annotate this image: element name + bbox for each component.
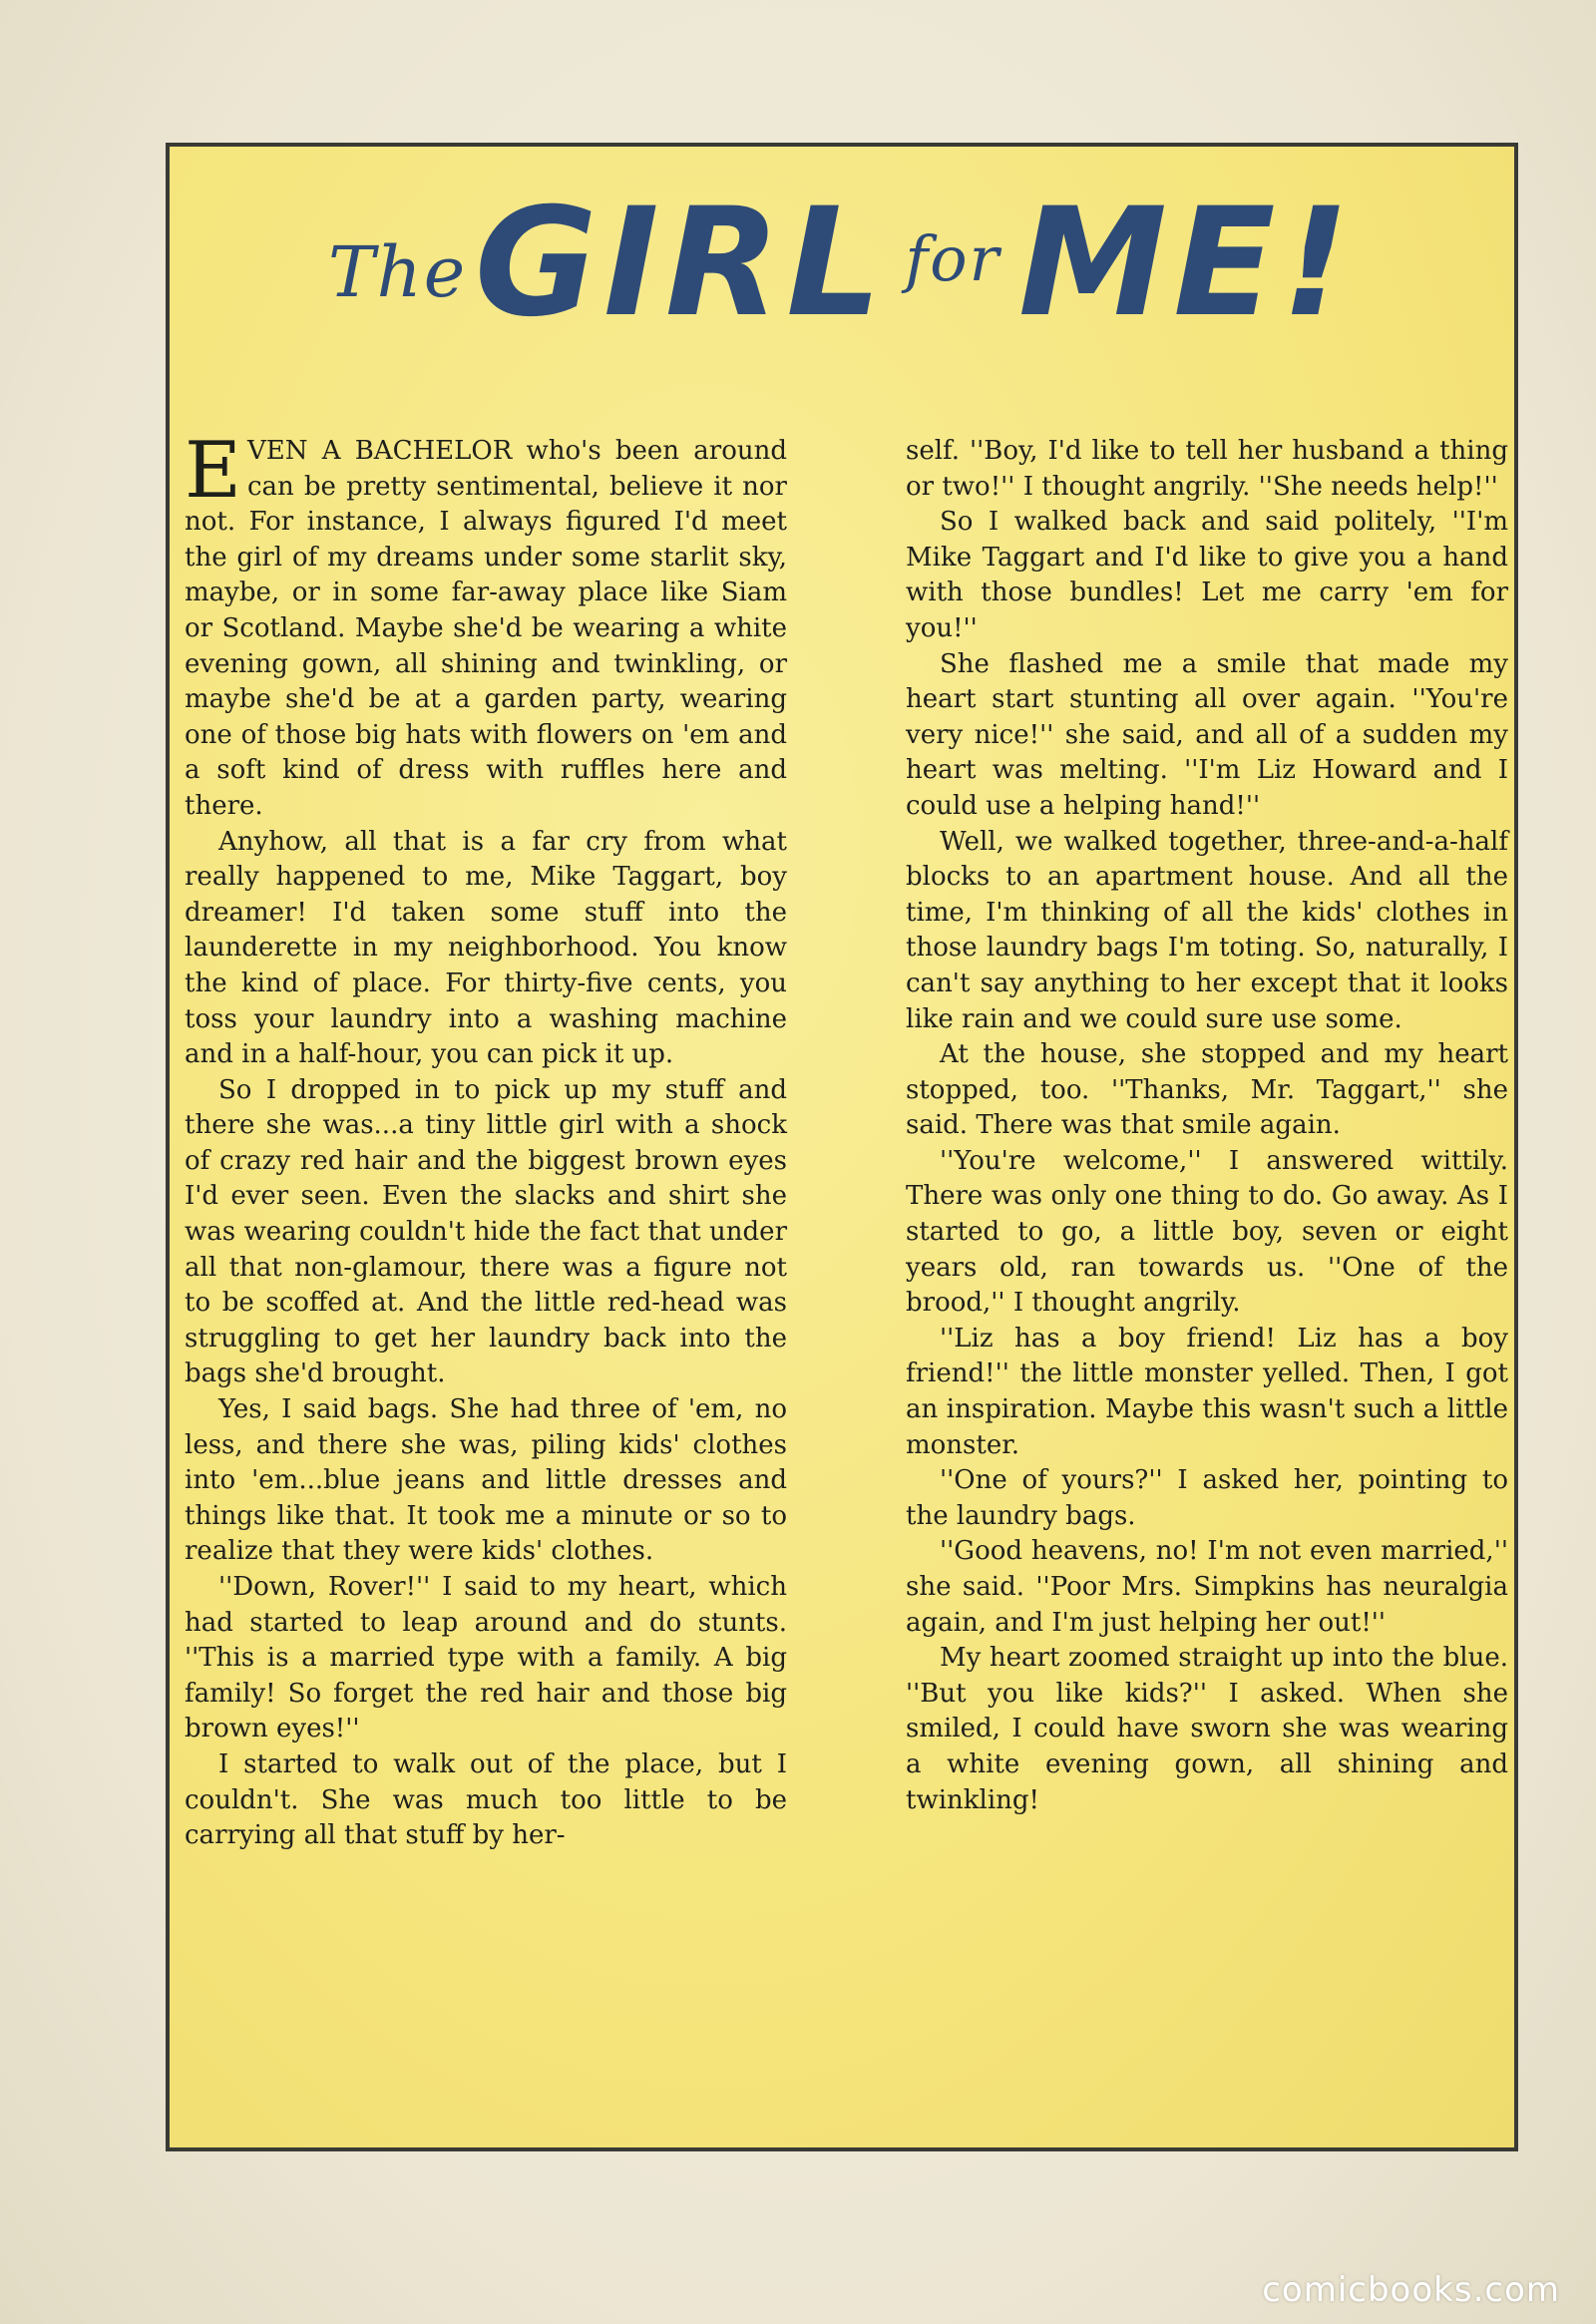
story-paragraph [185,825,787,1073]
story-paragraph [906,1534,1508,1641]
story-paragraph [906,1641,1508,1818]
drop-cap: E [185,426,241,516]
story-text: Yes, I said bags. She had three of 'em, no less, and there she was, piling kids' clothes into 'em...blue jeans and little dresses and things like that. It took me a minute or so to realize that they were kids' clothes. [185,1394,787,1567]
story-paragraph [906,1463,1508,1534]
title-me: ME! [1017,177,1357,350]
title-for: for [905,222,1001,295]
story-paragraph [185,1073,787,1392]
story-text: At the house, she stopped and my heart stopped, too. ''Thanks, Mr. Taggart,'' she said. There was that smile again. [906,1039,1508,1141]
story-text: VEN A BACHELOR who's been around can be pretty sentimental, believe it nor not. For instance, I always figured I'd meet the girl of my dreams under some starlit sky, maybe, or in some far-away place like Siam or Scotland. Maybe she'd be wearing a white evening gown, all shining and twinkling, or maybe she'd be at a garden party, wearing one of those big hats with flowers on 'em and a soft kind of dress with ruffles here and there. [185,436,787,821]
story-paragraph [906,1144,1508,1322]
story-paragraph [906,1037,1508,1144]
story-paragraph [185,1570,787,1747]
story-panel [166,143,1518,2151]
story-text: I started to walk out of the place, but I couldn't. She was much too little to be carrying all that stuff by her- [185,1748,787,1851]
story-column-right [906,434,1508,1818]
story-text: She flashed me a smile that made my heart start stunting all over again. ''You're very nice!'' she said, and all of a sudden my heart was melting. ''I'm Liz Howard and I could use a helping hand!'' [906,648,1508,821]
story-text: ''Liz has a boy friend! Liz has a boy friend!'' the little monster yelled. Then, I got an inspiration. Maybe this wasn't such a little monster. [906,1323,1508,1460]
title-girl: GIRL [474,177,888,350]
story-text: My heart zoomed straight up into the blue. ''But you like kids?'' I asked. When she smiled, I could have sworn she was wearing a white evening gown, all shining and twinkling! [906,1643,1508,1815]
story-text: self. ''Boy, I'd like to tell her husband a thing or two!'' I thought angrily. ''She needs help!'' [906,436,1508,502]
story-paragraph [185,1392,787,1570]
story-paragraph [906,505,1508,646]
story-column-left [185,426,787,1854]
story-text: ''One of yours?'' I asked her, pointing to the laundry bags. [906,1465,1508,1531]
story-text: So I walked back and said politely, ''I'm Mike Taggart and I'd like to give you a hand with those bundles! Let me carry 'em for you!'' [906,507,1508,643]
title-the: The [327,231,468,313]
story-paragraph [185,1747,787,1854]
story-text: ''You're welcome,'' I answered wittily. There was only one thing to do. Go away. As I started to go, a little boy, seven or eight years old, ran towards us. ''One of the brood,'' I thought angrily. [906,1145,1508,1319]
story-text: So I dropped in to pick up my stuff and there she was...a tiny little girl with a shock of crazy red hair and the biggest brown eyes I'd ever seen. Even the slacks and shirt she was wearing couldn't hide the fact that under all that non-glamour, there was a figure not to be scoffed at. And the little red-head was struggling to get her laundry back into the bags she'd brought. [185,1074,787,1389]
story-paragraph [185,426,787,825]
site-watermark: comicbooks.com [1262,2270,1560,2310]
story-title [170,177,1514,350]
story-text: ''Down, Rover!'' I said to my heart, which had started to leap around and do stunts. ''This is a married type with a family. A big family! So forget the red hair and those big brown eyes!'' [185,1572,787,1744]
story-paragraph [906,434,1508,505]
story-text: Anyhow, all that is a far cry from what really happened to me, Mike Taggart, boy dreamer! I'd taken some stuff into the launderette in my neighborhood. You know the kind of place. For thirty-five cents, you toss your laundry into a washing machine and in a half-hour, you can pick it up. [185,826,787,1070]
story-text: ''Good heavens, no! I'm not even married,'' she said. ''Poor Mrs. Simpkins has neuralgia again, and I'm just helping her out!'' [906,1536,1508,1638]
story-text: Well, we walked together, three-and-a-half blocks to an apartment house. And all the time, I'm thinking of all the kids' clothes in those laundry bags I'm toting. So, naturally, I can't say anything to her except that it looks like rain and we could sure use some. [906,826,1508,1034]
story-paragraph [906,647,1508,825]
story-paragraph [906,1322,1508,1463]
story-paragraph [906,825,1508,1038]
